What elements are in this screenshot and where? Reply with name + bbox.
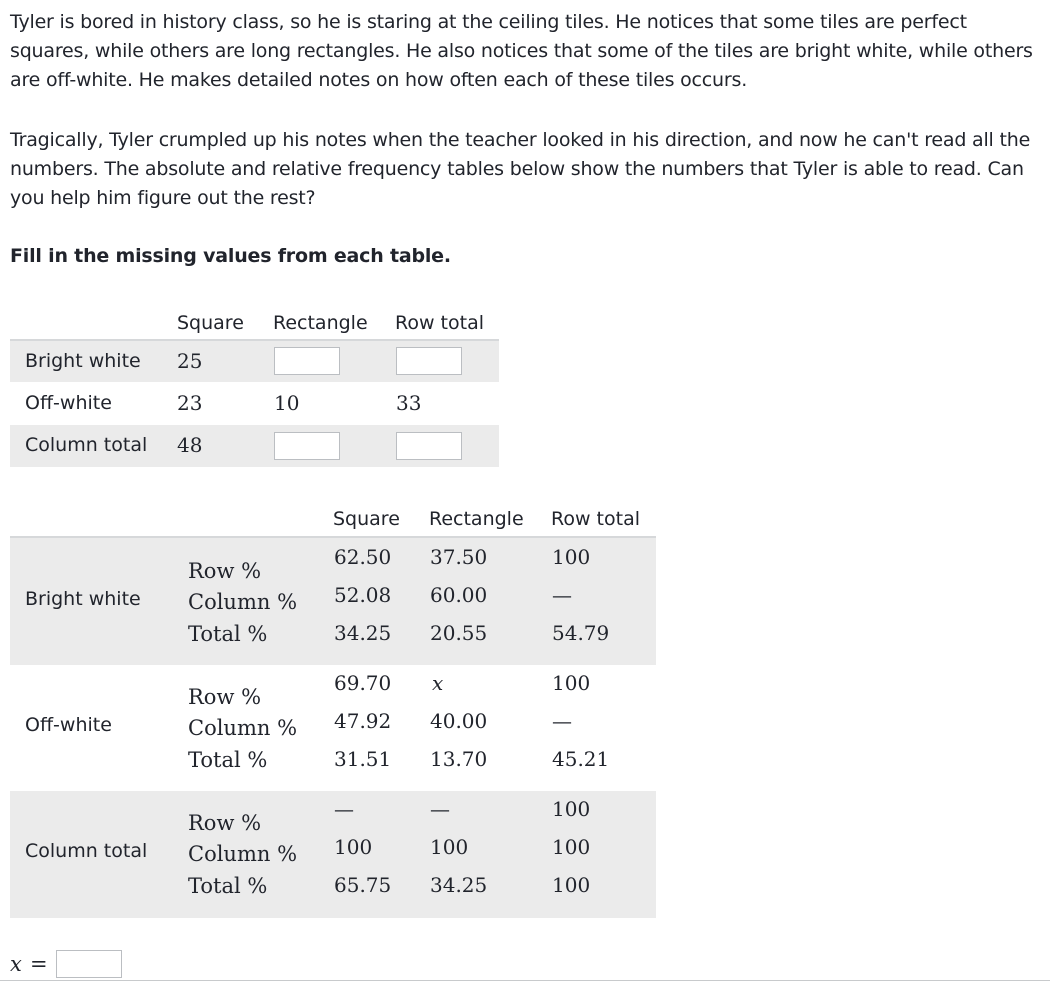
table1-bright-rectangle-input[interactable] [274, 347, 340, 375]
intro-paragraph-1: Tyler is bored in history class, so he is staring at the ceiling tiles. He notices that some tiles are perfect squares, while others are long rectangles. He also notices that some of the tiles are bright white, while others are off-white. He makes detailed notes on how often each of these tiles occurs. [10, 11, 1033, 91]
table1-total-total-input[interactable] [396, 432, 462, 460]
table1-label-column-total: Column total [25, 434, 148, 456]
table1-off-square: 23 [177, 391, 203, 415]
table2-bright-row-total: 100 [552, 545, 591, 569]
table2-off-col-square: 47.92 [334, 709, 392, 733]
table2-coltotal-col-rectangle: 100 [430, 835, 469, 859]
table2-bright-col-pct-label: Column % [188, 590, 298, 614]
table2-label-bright-white: Bright white [25, 588, 141, 610]
table2-off-row-total: 100 [552, 671, 591, 695]
table2-header-square: Square [333, 508, 400, 530]
table2-header-row-total: Row total [551, 508, 640, 530]
table2-label-column-total: Column total [25, 840, 148, 862]
table2-off-total-pct-label: Total % [188, 748, 268, 772]
table1-header-row-total: Row total [395, 312, 484, 334]
table2-off-col-total: — [552, 709, 572, 733]
bottom-divider [0, 980, 1050, 981]
table2-bright-row-pct-label: Row % [188, 559, 262, 583]
table2-bright-total-square: 34.25 [334, 621, 392, 645]
table2-off-total-square: 31.51 [334, 747, 392, 771]
table1-off-total: 33 [396, 391, 422, 415]
table2-bright-total-total: 54.79 [552, 621, 610, 645]
table1-label-bright-white: Bright white [25, 350, 141, 372]
table1-total-square: 48 [177, 433, 203, 457]
table2-coltotal-row-square: — [334, 797, 354, 821]
x-answer-input[interactable] [56, 950, 122, 978]
table2-coltotal-total-pct-label: Total % [188, 874, 268, 898]
answer-equals: = [30, 952, 48, 976]
table2-bright-total-rectangle: 20.55 [430, 621, 488, 645]
table1-off-rectangle: 10 [274, 391, 300, 415]
table2-off-row-rectangle-unknown: x [432, 671, 444, 695]
intro-paragraph-2: Tragically, Tyler crumpled up his notes when the teacher looked in his direction, and now he can't read all the numbers. The absolute and relative frequency tables below show the numbers that Tyler is able to read. Can you help him figure out the rest? [10, 129, 1031, 209]
table2-label-off-white: Off-white [25, 714, 112, 736]
table1-bright-total-input[interactable] [396, 347, 462, 375]
table2-coltotal-total-rectangle: 34.25 [430, 873, 488, 897]
table2-bright-total-pct-label: Total % [188, 622, 268, 646]
table2-header-rectangle: Rectangle [429, 508, 524, 530]
table2-coltotal-total-total: 100 [552, 873, 591, 897]
table2-coltotal-total-square: 65.75 [334, 873, 392, 897]
table2-coltotal-col-total: 100 [552, 835, 591, 859]
table2-coltotal-row-rectangle: — [430, 797, 450, 821]
table1-header-square: Square [177, 312, 244, 334]
table1-label-off-white: Off-white [25, 392, 112, 414]
table2-coltotal-col-pct-label: Column % [188, 842, 298, 866]
table2-off-row-square: 69.70 [334, 671, 392, 695]
table2-coltotal-col-square: 100 [334, 835, 373, 859]
table2-off-row-pct-label: Row % [188, 685, 262, 709]
table2-off-col-rectangle: 40.00 [430, 709, 488, 733]
table2-coltotal-row-pct-label: Row % [188, 811, 262, 835]
table2-off-col-pct-label: Column % [188, 716, 298, 740]
table2-bright-col-square: 52.08 [334, 583, 392, 607]
table2-coltotal-row-total: 100 [552, 797, 591, 821]
table2-off-total-total: 45.21 [552, 747, 610, 771]
instruction: Fill in the missing values from each table. [10, 245, 451, 267]
table2-bright-row-rectangle: 37.50 [430, 545, 488, 569]
table1-total-rectangle-input[interactable] [274, 432, 340, 460]
table1-header-rectangle: Rectangle [273, 312, 368, 334]
table1-bright-square: 25 [177, 349, 203, 373]
answer-variable: x [10, 952, 22, 976]
table2-off-total-rectangle: 13.70 [430, 747, 488, 771]
table2-bright-col-total: — [552, 583, 572, 607]
table2-bright-col-rectangle: 60.00 [430, 583, 488, 607]
table2-bright-row-square: 62.50 [334, 545, 392, 569]
